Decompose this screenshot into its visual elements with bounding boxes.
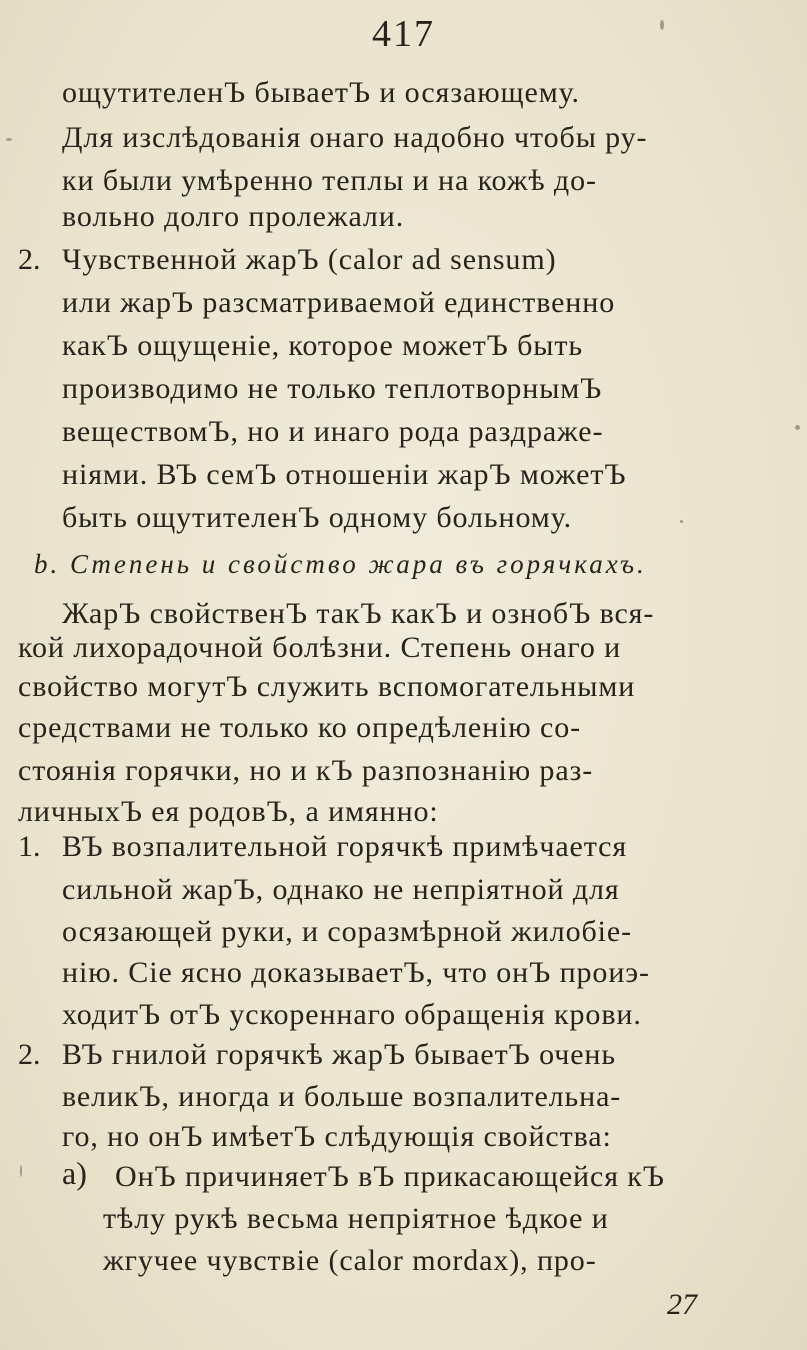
text-line: ЖарЪ свойственЪ такЪ какЪ и ознобЪ вся- (62, 597, 655, 630)
item-number: a) (62, 1155, 87, 1191)
text-line: свойство могутЪ служить вспомогательными (18, 670, 636, 703)
paper-speck (795, 425, 800, 430)
text-line: Чувственной жарЪ (calor ad sensum) (62, 243, 557, 276)
signature-mark: 27 (667, 1288, 697, 1321)
text-line: Для изслѣдованія онаго надобно чтобы ру- (62, 121, 648, 154)
text-line: жгучее чувствіе (calor mordax), про- (103, 1244, 597, 1277)
text-line: сильной жарЪ, однако не непріятной для (62, 873, 620, 906)
text-line: осязающей руки, и соразмѣрной жилобіе- (62, 915, 632, 948)
item-number: 2. (18, 243, 41, 276)
text-line: ВЪ гнилой горячкѣ жарЪ бываетЪ очень (62, 1038, 616, 1071)
text-line: средствами не только ко опредѣленію со- (18, 711, 582, 744)
text-line: ки были умѣренно теплы и на кожѣ до- (62, 164, 597, 197)
text-line: нію. Сіе ясно доказываетЪ, что онЪ проиэ- (62, 956, 650, 989)
page-number: 417 (372, 13, 435, 55)
text-line: вольно долго пролежали. (62, 200, 405, 233)
text-line: ВЪ возпалительной горячкѣ примѣчается (62, 830, 628, 863)
text-line: го, но онЪ имѣетЪ слѣдующія свойства: (62, 1120, 612, 1153)
text-line: великЪ, иногда и больше возпалительна- (62, 1080, 622, 1113)
text-line: личныхЪ ея родовЪ, а имянно: (18, 795, 439, 828)
text-line: кой лихорадочной болѣзни. Степень онаго и (18, 631, 622, 664)
text-line: ходитЪ отЪ ускореннаго обращенія крови. (62, 998, 642, 1031)
paper-speck (660, 20, 664, 30)
text-line: ніями. ВЪ семЪ отношеніи жарЪ можетЪ (62, 458, 627, 491)
paper-speck (20, 1165, 22, 1177)
item-number: 2. (18, 1038, 41, 1071)
text-line: быть ощутителенЪ одному больному. (62, 501, 572, 534)
paper-speck (6, 138, 12, 141)
text-line: веществомЪ, но и инаго рода раздраже- (62, 415, 604, 448)
item-number: 1. (18, 830, 41, 863)
text-line: или жарЪ разсматриваемой единственно (62, 286, 616, 319)
text-line: ощутителенЪ бываетЪ и осязающему. (62, 76, 580, 109)
text-line: стоянія горячки, но и кЪ разпознанію раз- (18, 754, 594, 787)
text-line: производимо не только теплотворнымЪ (62, 372, 603, 405)
text-line: тѣлу рукѣ весьма непріятное ѣдкое и (103, 1202, 609, 1235)
text-line: какЪ ощущеніе, которое можетЪ быть (62, 329, 583, 362)
section-heading: b. Степень и свойство жара въ горячкахъ. (34, 549, 647, 579)
text-line: ОнЪ причиняетЪ вЪ прикасающейся кЪ (115, 1160, 665, 1193)
paper-speck (680, 520, 683, 523)
